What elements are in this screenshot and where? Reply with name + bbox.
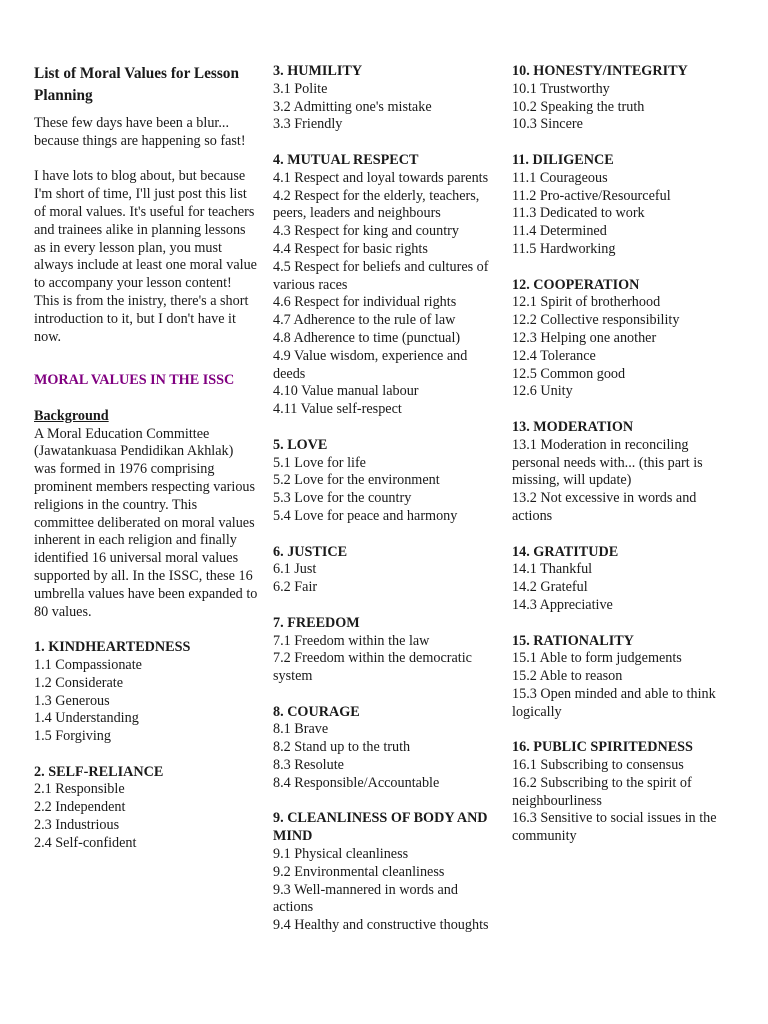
value-item: 3.1 Polite: [273, 80, 328, 97]
value-group: [34, 764, 258, 853]
value-item: 14.1 Thankful: [512, 561, 593, 578]
value-item: 12.5 Common good: [512, 365, 626, 382]
background-paragraph: A Moral Education Committee (Jawatankuasa Pendidikan Akhlak) was formed in 1976 comprising prominent members respecting various religions in the country. This committee deliberated on moral values inherent in each religion and finally identified 16 universal moral values supported by all. In the ISSC, these 16 umbrella values have been expanded to 80 values.: [34, 425, 258, 620]
value-group: [273, 704, 501, 793]
value-item: 14.3 Appreciative: [512, 596, 613, 613]
value-item: 1.2 Considerate: [34, 674, 124, 691]
value-item: 14.2 Grateful: [512, 579, 588, 596]
value-item: 4.9 Value wisdom, experience and deeds: [273, 347, 468, 382]
value-item: 2.2 Independent: [34, 799, 126, 816]
value-item: 12.6 Unity: [512, 383, 573, 400]
value-group: [512, 277, 740, 402]
value-item: 9.1 Physical cleanliness: [273, 846, 409, 863]
value-item: 1.4 Understanding: [34, 710, 139, 727]
value-item: 7.2 Freedom within the democratic system: [273, 650, 472, 685]
value-item: 9.2 Environmental cleanliness: [273, 863, 445, 880]
value-item: 4.11 Value self-respect: [273, 401, 402, 418]
value-item: 16.1 Subscribing to consensus: [512, 757, 684, 774]
value-item: 7.1 Freedom within the law: [273, 632, 430, 649]
value-heading: 1. KINDHEARTEDNESS: [34, 639, 191, 656]
value-group: [512, 419, 740, 526]
value-item: 12.2 Collective responsibility: [512, 312, 680, 329]
value-item: 16.3 Sensitive to social issues in the community: [512, 810, 717, 845]
value-heading: 10. HONESTY/INTEGRITY: [512, 63, 688, 79]
value-heading: 8. COURAGE: [273, 703, 360, 720]
value-heading: 16. PUBLIC SPIRITEDNESS: [512, 739, 693, 756]
background-heading: Background: [34, 407, 109, 424]
value-item: 6.2 Fair: [273, 579, 318, 596]
value-group: [273, 437, 501, 526]
value-group: [273, 63, 501, 134]
value-heading: 7. FREEDOM: [273, 614, 360, 631]
value-item: 3.3 Friendly: [273, 116, 343, 133]
value-item: 3.2 Admitting one's mistake: [273, 98, 432, 115]
value-heading: 14. GRATITUDE: [512, 543, 619, 560]
value-group: [512, 544, 740, 615]
value-item: 16.2 Subscribing to the spirit of neighbourliness: [512, 774, 692, 809]
section-subheading: MORAL VALUES IN THE ISSC: [34, 372, 235, 389]
value-item: 12.4 Tolerance: [512, 347, 596, 364]
value-group: [512, 739, 740, 846]
value-item: 4.4 Respect for basic rights: [273, 240, 428, 257]
value-heading: 9. CLEANLINESS OF BODY AND MIND: [273, 810, 488, 845]
value-item: 11.5 Hardworking: [512, 240, 616, 257]
value-item: 11.1 Courageous: [512, 169, 608, 186]
value-item: 6.1 Just: [273, 561, 317, 578]
value-heading: 15. RATIONALITY: [512, 632, 634, 649]
value-group: [512, 152, 740, 259]
value-item: 10.1 Trustworthy: [512, 80, 610, 97]
value-item: 15.1 Able to form judgements: [512, 650, 682, 667]
value-item: 10.2 Speaking the truth: [512, 98, 645, 115]
column-right: [512, 63, 740, 846]
value-item: 11.2 Pro-active/Resourceful: [512, 187, 671, 204]
value-heading: 6. JUSTICE: [273, 543, 348, 560]
column-left: [34, 63, 258, 853]
value-heading: 13. MODERATION: [512, 418, 634, 435]
value-item: 9.3 Well-mannered in words and actions: [273, 881, 458, 916]
value-item: 8.3 Resolute: [273, 757, 344, 774]
value-item: 4.10 Value manual labour: [273, 383, 419, 400]
value-item: 10.3 Sincere: [512, 116, 583, 133]
value-group: [273, 152, 501, 419]
value-item: 2.4 Self-confident: [34, 834, 137, 851]
value-item: 5.1 Love for life: [273, 454, 366, 471]
value-heading: 12. COOPERATION: [512, 276, 640, 293]
intro-paragraph: These few days have been a blur... because things are happening so fast!: [34, 115, 246, 149]
value-heading: 4. MUTUAL RESPECT: [273, 151, 419, 168]
value-item: 11.4 Determined: [512, 223, 607, 240]
value-item: 5.2 Love for the environment: [273, 472, 440, 489]
value-item: 4.5 Respect for beliefs and cultures of various races: [273, 258, 489, 293]
value-item: 8.1 Brave: [273, 721, 329, 738]
value-item: 4.3 Respect for king and country: [273, 223, 459, 240]
value-item: 4.8 Adherence to time (punctual): [273, 329, 461, 346]
value-item: 8.4 Responsible/Accountable: [273, 774, 440, 791]
value-group: [512, 63, 740, 134]
value-heading: 11. DILIGENCE: [512, 151, 614, 168]
value-item: 15.2 Able to reason: [512, 668, 623, 685]
value-item: 4.6 Respect for individual rights: [273, 294, 457, 311]
value-item: 5.3 Love for the country: [273, 490, 412, 507]
value-item: 2.1 Responsible: [34, 781, 125, 798]
value-item: 4.7 Adherence to the rule of law: [273, 312, 456, 329]
value-item: 12.1 Spirit of brotherhood: [512, 294, 661, 311]
value-item: 13.2 Not excessive in words and actions: [512, 490, 697, 524]
page-title: List of Moral Values for Lesson Planning: [34, 65, 239, 104]
value-group: [512, 633, 740, 722]
value-group: [273, 615, 501, 686]
value-item: 1.3 Generous: [34, 692, 110, 709]
value-item: 1.1 Compassionate: [34, 656, 142, 673]
value-group: [273, 544, 501, 597]
column-middle: [273, 63, 501, 935]
value-group: [34, 639, 258, 746]
value-item: 12.3 Helping one another: [512, 329, 657, 346]
value-item: 1.5 Forgiving: [34, 728, 111, 745]
value-item: 5.4 Love for peace and harmony: [273, 507, 458, 524]
value-item: 13.1 Moderation in reconciling personal needs with... (this part is missing, will update): [512, 436, 703, 489]
value-heading: 2. SELF-RELIANCE: [34, 763, 164, 780]
intro-paragraph: I have lots to blog about, but because I'm short of time, I'll just post this list of moral values. It's useful for teachers and trainees alike in planning lessons as in every lesson plan, you must always include at least one moral value to accompany your lesson content! This is from the inistry, there's a short introduction to it, but I don't have it now.: [34, 168, 257, 345]
value-item: 8.2 Stand up to the truth: [273, 739, 411, 756]
value-item: 11.3 Dedicated to work: [512, 205, 645, 222]
value-heading: 3. HUMILITY: [273, 63, 363, 79]
value-item: 15.3 Open minded and able to think logically: [512, 685, 716, 720]
value-item: 4.1 Respect and loyal towards parents: [273, 169, 489, 186]
value-item: 2.3 Industrious: [34, 817, 120, 834]
value-heading: 5. LOVE: [273, 436, 328, 453]
value-item: 4.2 Respect for the elderly, teachers, peers, leaders and neighbours: [273, 187, 480, 222]
value-item: 9.4 Healthy and constructive thoughts: [273, 917, 489, 934]
value-group: [273, 810, 501, 935]
